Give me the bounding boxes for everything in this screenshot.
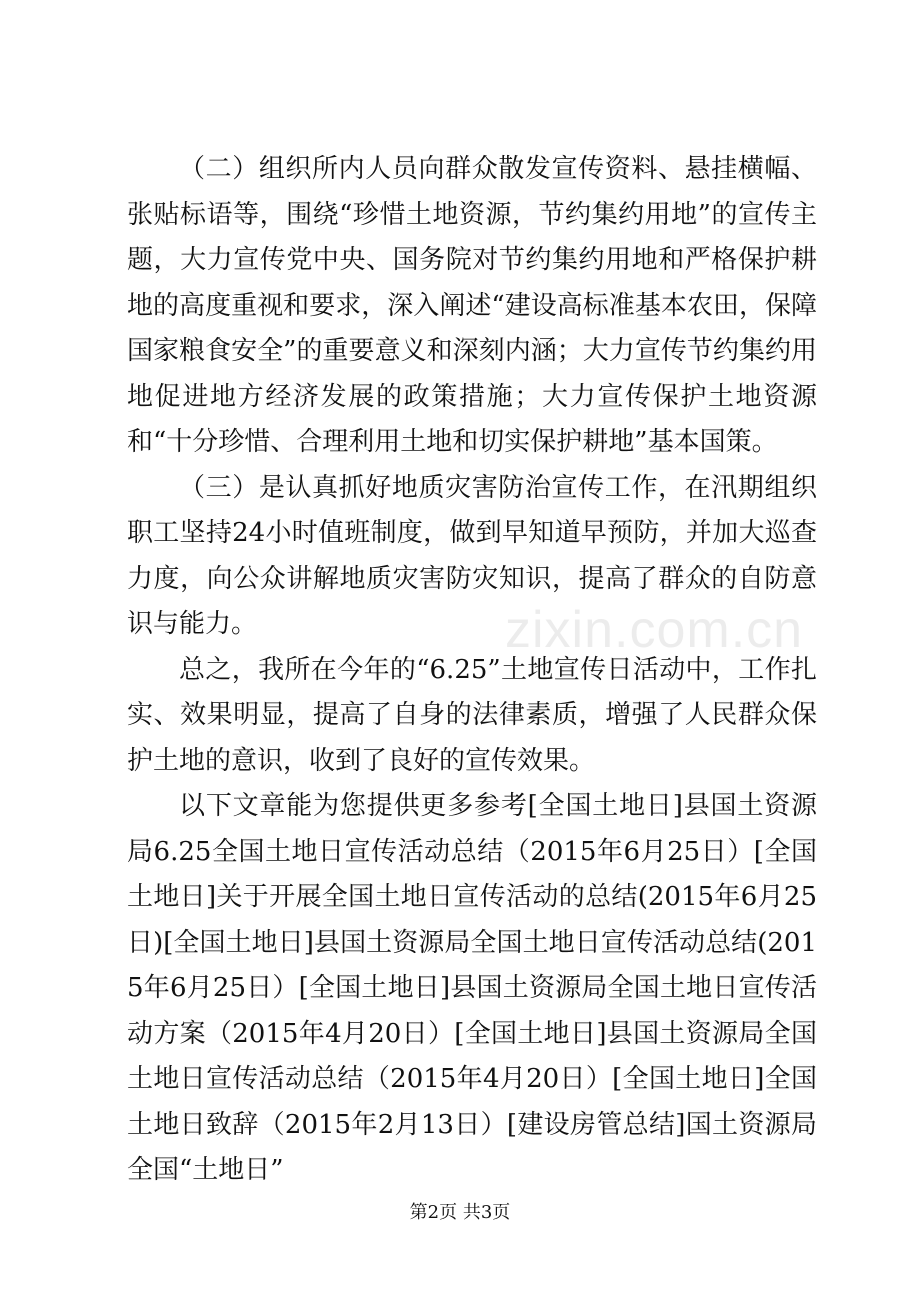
page-footer: 第2页 共3页	[409, 1202, 511, 1223]
paragraph-2: （二）组织所内人员向群众散发宣传资料、悬挂横幅、张贴标语等，围绕“珍惜土地资源，节约集约用地”的宣传主题，大力宣传党中央、国务院对节约集约用地和严格保护耕地的高度重视和要求，深入阐述“建设高标准基本农田，保障国家粮食安全”的重要意义和深刻内涵；大力宣传节约集约用地促进地方经济发展的政策措施；大力宣传保护土地资源和“十分珍惜、合理利用土地和切实保护耕地”基本国策。	[127, 154, 817, 457]
document-body	[127, 147, 817, 1194]
watermark: zixin.com.cn	[505, 601, 804, 659]
paragraph-summary: 总之，我所在今年的“6.25”土地宣传日活动中，工作扎实、效果明显，提高了自身的法律素质，增强了人民群众保护土地的意识，收到了良好的宣传效果。	[127, 654, 817, 776]
paragraph-references: 以下文章能为您提供更多参考[全国土地日]县国土资源局6.25全国土地日宣传活动总结（2015年6月25日）[全国土地日]关于开展全国土地日宣传活动的总结(2015年6月25日)[全国土地日]县国土资源局全国土地日宣传活动总结(2015年6月25日）[全国土地日]县国土资源局全国土地日宣传活动方案（2015年4月20日）[全国土地日]县国土资源局全国土地日宣传活动总结（2015年4月20日）[全国土地日]全国土地日致辞（2015年2月13日）[建设房管总结]国土资源局全国“土地日”	[127, 791, 817, 1185]
paragraph-3: （三）是认真抓好地质灾害防治宣传工作，在汛期组织职工坚持24小时值班制度，做到早知道早预防，并加大巡查力度，向公众讲解地质灾害防灾知识，提高了群众的自防意识与能力。	[127, 472, 817, 639]
